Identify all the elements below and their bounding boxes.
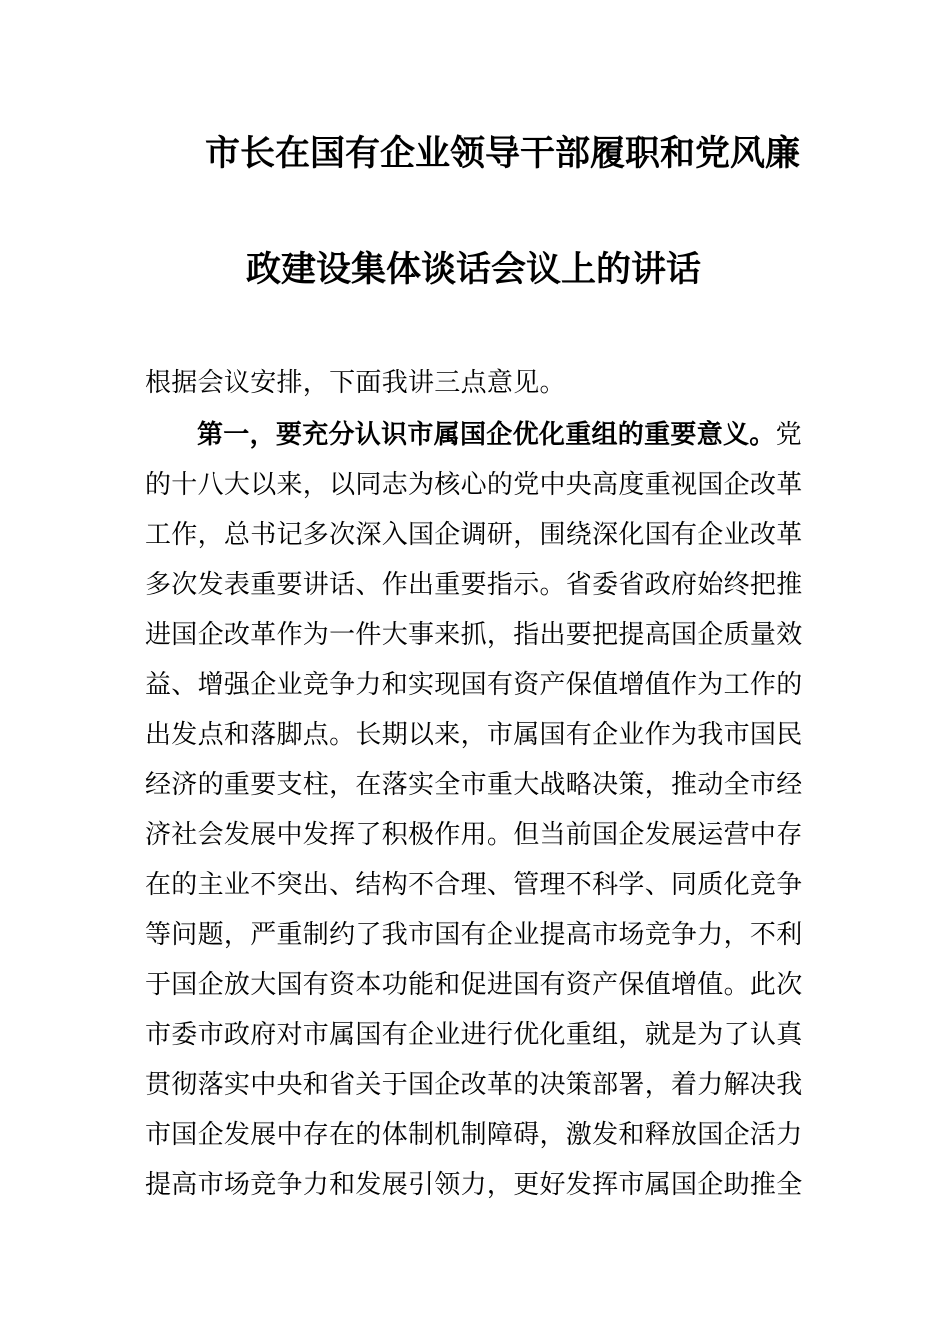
intro-paragraph: 根据会议安排，下面我讲三点意见。 xyxy=(145,368,566,398)
paragraph-1-first-line xyxy=(197,419,815,451)
paragraph-1-first-tail: 党 xyxy=(775,420,802,450)
paragraph-line: 于国企放大国有资本功能和促进国有资产保值增值。此次 xyxy=(145,970,803,1000)
paragraph-line: 出发点和落脚点。长期以来，市属国有企业作为我市国民 xyxy=(145,720,803,750)
paragraph-1-heading: 第一，要充分认识市属国企优化重组的重要意义。 xyxy=(197,420,776,450)
paragraph-line: 贯彻落实中央和省关于国企改革的决策部署，着力解决我 xyxy=(145,1070,803,1100)
paragraph-line: 济社会发展中发挥了积极作用。但当前国企发展运营中存 xyxy=(145,820,803,850)
paragraph-line: 工作，总书记多次深入国企调研，围绕深化国有企业改革 xyxy=(145,520,803,550)
paragraph-line: 在的主业不突出、结构不合理、管理不科学、同质化竞争 xyxy=(145,870,803,900)
title-line-1: 市长在国有企业领导干部履职和党风廉 xyxy=(205,134,801,174)
paragraph-line: 市委市政府对市属国有企业进行优化重组，就是为了认真 xyxy=(145,1020,803,1050)
paragraph-line: 经济的重要支柱，在落实全市重大战略决策，推动全市经 xyxy=(145,770,803,800)
paragraph-line: 进国企改革作为一件大事来抓，指出要把提高国企质量效 xyxy=(145,620,803,650)
paragraph-line: 等问题，严重制约了我市国有企业提高市场竞争力，不利 xyxy=(145,920,803,950)
paragraph-line: 益、增强企业竞争力和实现国有资产保值增值作为工作的 xyxy=(145,670,803,700)
paragraph-line: 市国企发展中存在的体制机制障碍，激发和释放国企活力 xyxy=(145,1120,803,1150)
title-line-2: 政建设集体谈话会议上的讲话 xyxy=(246,250,702,290)
paragraph-line: 多次发表重要讲话、作出重要指示。省委省政府始终把推 xyxy=(145,570,803,600)
paragraph-line: 的十八大以来，以同志为核心的党中央高度重视国企改革 xyxy=(145,470,803,500)
paragraph-line: 提高市场竞争力和发展引领力，更好发挥市属国企助推全 xyxy=(145,1170,803,1200)
